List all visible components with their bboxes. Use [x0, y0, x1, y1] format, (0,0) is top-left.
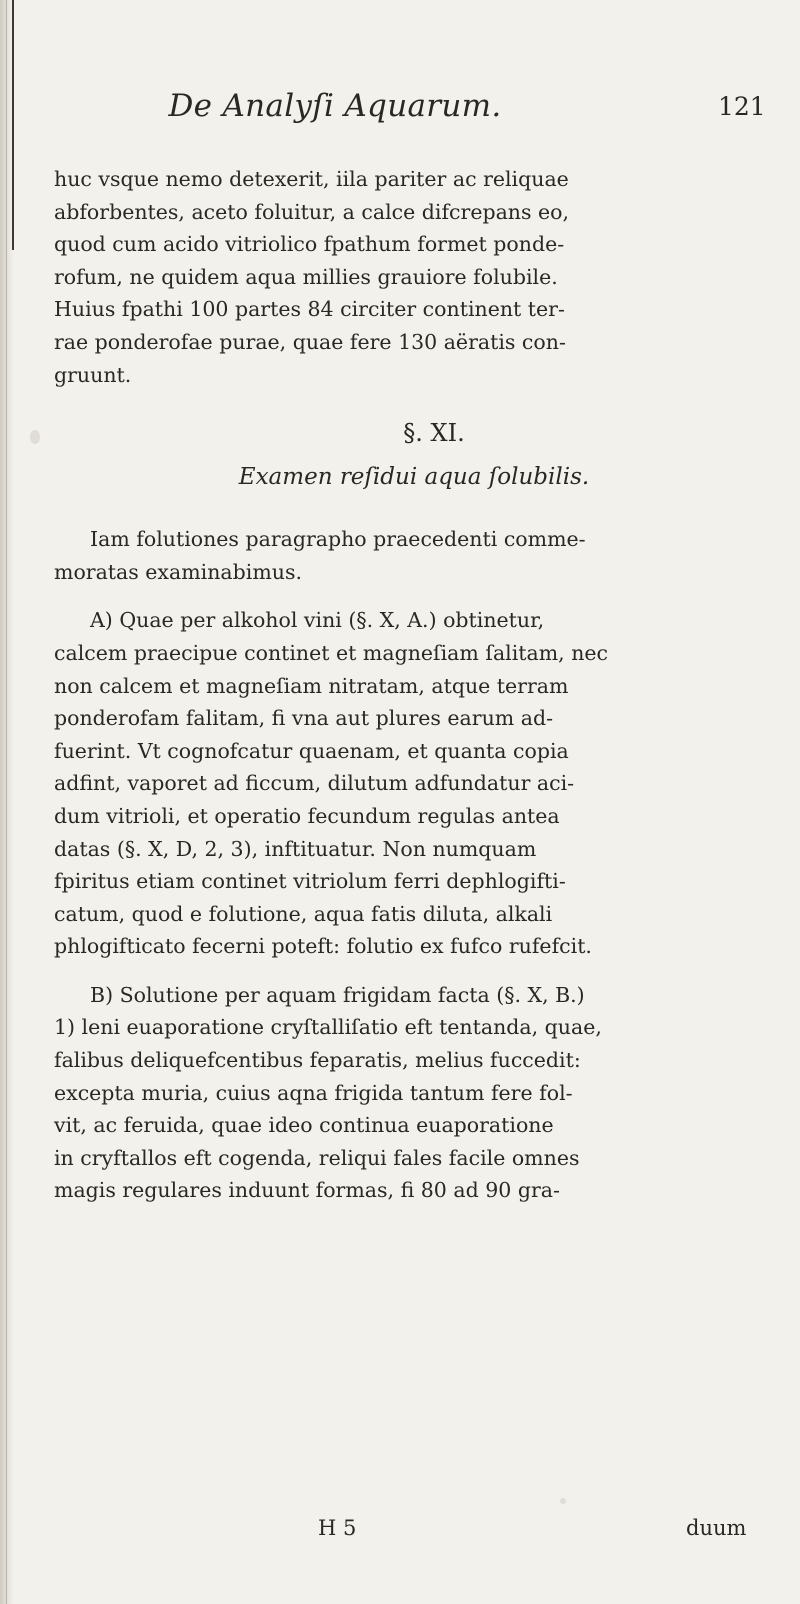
text-line: quod cum acido vitriolico fpathum formet ponde-: [54, 232, 565, 257]
text-line: fpiritus etiam continet vitriolum ferri dephlogifti-: [54, 869, 566, 894]
text-line: phlogifticato fecerni poteft: folutio ex fufco rufefcit.: [54, 934, 592, 959]
body-text: [54, 163, 754, 1207]
text-line: vit, ac feruida, quae ideo continua euaporatione: [54, 1113, 554, 1138]
spacer: [54, 501, 754, 523]
text-line: abforbentes, aceto foluitur, a calce difcrepans eo,: [54, 199, 570, 224]
text-line: falibus deliquefcentibus feparatis, melius fuccedit:: [54, 1048, 581, 1073]
text-line: moratas examinabimus.: [54, 559, 302, 584]
paragraph-2: [54, 523, 754, 588]
text-line: non calcem et magneſiam nitratam, atque terram: [54, 673, 569, 698]
text-line: adfint, vaporet ad ficcum, dilutum adfundatur aci-: [54, 771, 575, 796]
text-line: ponderofam falitam, fi vna aut plures earum ad-: [54, 706, 554, 731]
page-number: 121: [718, 92, 766, 121]
text-line: fuerint. Vt cognofcatur quaenam, et quanta copia: [54, 738, 569, 763]
paragraph-4: [54, 979, 754, 1207]
text-line: Huius fpathi 100 partes 84 circiter continent ter-: [54, 297, 565, 322]
section-number: §. XI.: [403, 419, 465, 448]
signature-mark: H 5: [318, 1516, 357, 1540]
gutter-edge: [6, 0, 7, 1604]
spacer: [54, 963, 754, 979]
page-footer: [0, 1516, 800, 1548]
spacer: [54, 588, 754, 604]
text-line: gruunt.: [54, 362, 132, 387]
paragraph-3: [54, 604, 754, 963]
section-title: Examen reſidui aqua ſolubilis.: [238, 464, 590, 491]
paper-stain: [560, 1498, 566, 1504]
text-line: rae ponderofae purae, quae fere 130 aëratis con-: [54, 329, 566, 354]
paper-stain: [30, 430, 40, 444]
text-line: excepta muria, cuius aqna frigida tantum fere fol-: [54, 1080, 573, 1105]
text-line: in cryftallos eft cogenda, reliqui fales facile omnes: [54, 1145, 580, 1170]
paragraph-1: [54, 163, 754, 391]
page-header: [0, 88, 800, 138]
text-line: Iam folutiones paragrapho praecedenti comme-: [90, 527, 586, 552]
running-title: De Analyſi Aquarum.: [168, 88, 502, 124]
text-line: B) Solutione per aquam frigidam facta (§. X, B.): [90, 982, 585, 1007]
text-line: datas (§. X, D, 2, 3), inftituatur. Non numquam: [54, 836, 537, 861]
text-line: dum vitrioli, et operatio fecundum regulas antea: [54, 803, 560, 828]
text-line: calcem praecipue continet et magneſiam ſalitam, nec: [54, 640, 609, 665]
text-line: catum, quod e folutione, aqua fatis diluta, alkali: [54, 901, 553, 926]
catchword: duum: [686, 1516, 747, 1540]
text-line: magis regulares induunt formas, fi 80 ad 90 gra-: [54, 1178, 560, 1203]
text-line: A) Quae per alkohol vini (§. X, A.) obtinetur,: [90, 608, 545, 633]
text-line: huc vsque nemo detexerit, iila pariter ac reliquae: [54, 167, 569, 191]
text-line: rofum, ne quidem aqua millies grauiore folubile.: [54, 264, 558, 289]
text-line: 1) leni euaporatione cryſtalliſatio eft tentanda, quae,: [54, 1015, 602, 1040]
